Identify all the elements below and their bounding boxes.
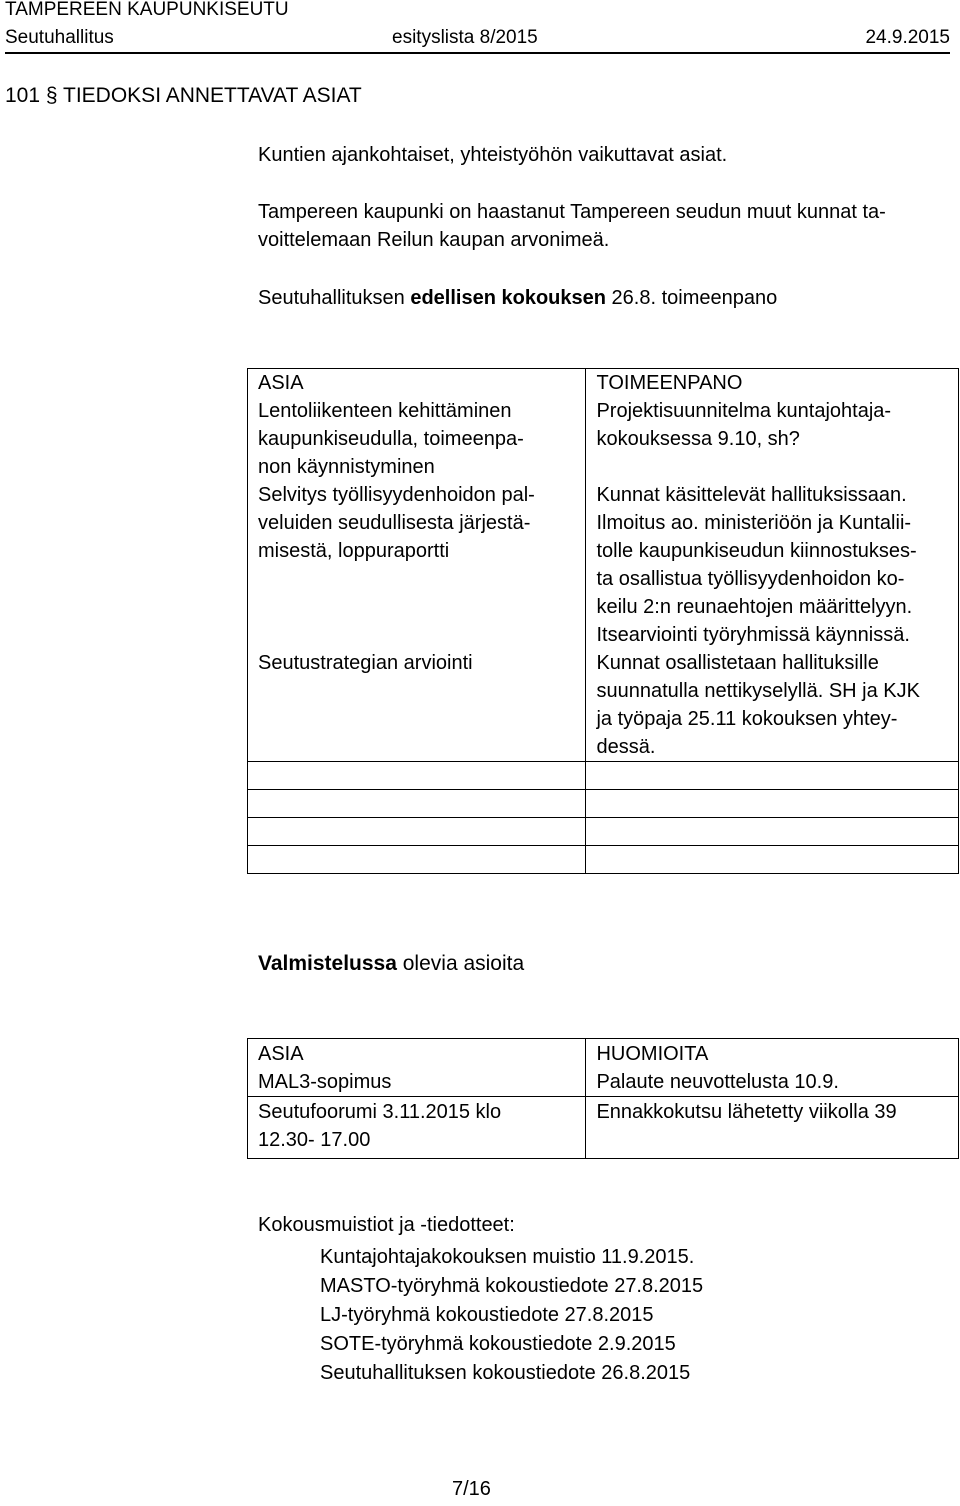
spacer xyxy=(596,453,948,481)
column-header-asia: ASIA xyxy=(258,1043,304,1065)
paragraph-fair-trade xyxy=(258,198,958,254)
cell-line: dessä. xyxy=(596,736,656,758)
preparation-title xyxy=(258,952,524,976)
column-header-toimeenpano: TOIMEENPANO xyxy=(596,372,743,394)
paragraph-current-affairs: Kuntien ajankohtaiset, yhteistyöhön vaikuttavat asiat. xyxy=(258,144,728,166)
list-item: Kuntajohtajakokouksen muistio 11.9.2015. xyxy=(320,1246,695,1268)
paragraph-previous-meeting xyxy=(258,284,777,312)
cell-line: Itsearviointi työryhmissä käynnissä. xyxy=(596,624,910,646)
list-item: LJ-työryhmä kokoustiedote 27.8.2015 xyxy=(320,1304,654,1326)
preparation-table xyxy=(247,1038,959,1159)
cell-line: kaupunkiseudulla, toimeenpa- xyxy=(258,428,524,450)
cell-line: Palaute neuvottelusta 10.9. xyxy=(596,1071,839,1093)
cell-line: misestä, loppuraportti xyxy=(258,540,450,562)
cell-line: Seutustrategian arviointi xyxy=(258,652,473,674)
table-cell-empty xyxy=(586,846,959,874)
table-cell-asia xyxy=(248,1097,586,1159)
cell-line: 12.30- 17.00 xyxy=(258,1129,371,1151)
cell-line: non käynnistyminen xyxy=(258,456,435,478)
table-cell-empty xyxy=(586,818,959,846)
cell-line: Ilmoitus ao. ministeriöön ja Kuntalii- xyxy=(596,512,912,534)
table-cell-huomioita xyxy=(586,1039,959,1097)
column-header-asia: ASIA xyxy=(258,372,304,394)
cell-line: Selvitys työllisyydenhoidon pal- xyxy=(258,484,535,506)
table-cell-asia xyxy=(248,369,586,762)
header-line xyxy=(5,26,950,54)
header-agenda: esityslista 8/2015 xyxy=(392,27,538,48)
table-row xyxy=(248,1097,959,1159)
notes-title: Kokousmuistiot ja -tiedotteet: xyxy=(258,1214,515,1236)
table-row xyxy=(248,369,959,762)
spacer xyxy=(258,565,575,649)
column-header-huomioita: HUOMIOITA xyxy=(596,1043,709,1065)
table-cell-empty xyxy=(248,846,586,874)
cell-line: kokouksessa 9.10, sh? xyxy=(596,428,800,450)
table-cell-asia xyxy=(248,1039,586,1097)
section-title: 101 § TIEDOKSI ANNETTAVAT ASIAT xyxy=(5,84,362,107)
notes-list xyxy=(320,1243,703,1388)
header-org: TAMPEREEN KAUPUNKISEUTU xyxy=(5,0,289,20)
table-row-empty xyxy=(248,762,959,790)
cell-line: MAL3-sopimus xyxy=(258,1071,392,1093)
table-cell-empty xyxy=(586,790,959,818)
table-row-empty xyxy=(248,790,959,818)
list-item: MASTO-työryhmä kokoustiedote 27.8.2015 xyxy=(320,1275,704,1297)
implementation-table xyxy=(247,368,959,874)
text-fragment: olevia asioita xyxy=(396,952,525,975)
cell-line: suunnatulla nettikyselyllä. SH ja KJK xyxy=(596,680,920,702)
table-row xyxy=(248,1039,959,1097)
table-cell-empty xyxy=(248,762,586,790)
table-cell-empty xyxy=(586,762,959,790)
cell-line: ja työpaja 25.11 kokouksen yhtey- xyxy=(596,708,898,730)
text-fragment: Seutuhallituksen xyxy=(258,287,411,309)
cell-line: keilu 2:n reunaehtojen määrittelyyn. xyxy=(596,596,913,618)
cell-line: Projektisuunnitelma kuntajohtaja- xyxy=(596,400,892,422)
header-date: 24.9.2015 xyxy=(865,27,950,48)
paragraph-line: voittelemaan Reilun kaupan arvonimeä. xyxy=(258,229,610,251)
text-fragment: 26.8. toimeenpano xyxy=(605,287,778,309)
table-cell-empty xyxy=(248,818,586,846)
page-number: 7/16 xyxy=(452,1478,491,1500)
cell-line: tolle kaupunkiseudun kiinnostukses- xyxy=(596,540,917,562)
table-cell-toimeenpano xyxy=(586,369,959,762)
cell-line: Ennakkokutsu lähetetty viikolla 39 xyxy=(596,1101,897,1123)
table-row-empty xyxy=(248,818,959,846)
table-cell-empty xyxy=(248,790,586,818)
cell-line: Kunnat osallistetaan hallituksille xyxy=(596,652,879,674)
text-fragment-bold: edellisen kokouksen xyxy=(410,287,606,309)
cell-line: Seutufoorumi 3.11.2015 klo xyxy=(258,1101,502,1123)
cell-line: Kunnat käsittelevät hallituksissaan. xyxy=(596,484,907,506)
header-body: Seutuhallitus xyxy=(5,27,114,48)
table-cell-huomioita xyxy=(586,1097,959,1159)
cell-line: veluiden seudullisesta järjestä- xyxy=(258,512,531,534)
text-fragment-bold: Valmistelussa xyxy=(258,952,397,975)
cell-line: Lentoliikenteen kehittäminen xyxy=(258,400,512,422)
list-item: Seutuhallituksen kokoustiedote 26.8.2015 xyxy=(320,1362,691,1384)
list-item: SOTE-työryhmä kokoustiedote 2.9.2015 xyxy=(320,1333,676,1355)
paragraph-line: Tampereen kaupunki on haastanut Tampereen seudun muut kunnat ta- xyxy=(258,201,886,223)
cell-line: ta osallistua työllisyydenhoidon ko- xyxy=(596,568,905,590)
table-row-empty xyxy=(248,846,959,874)
